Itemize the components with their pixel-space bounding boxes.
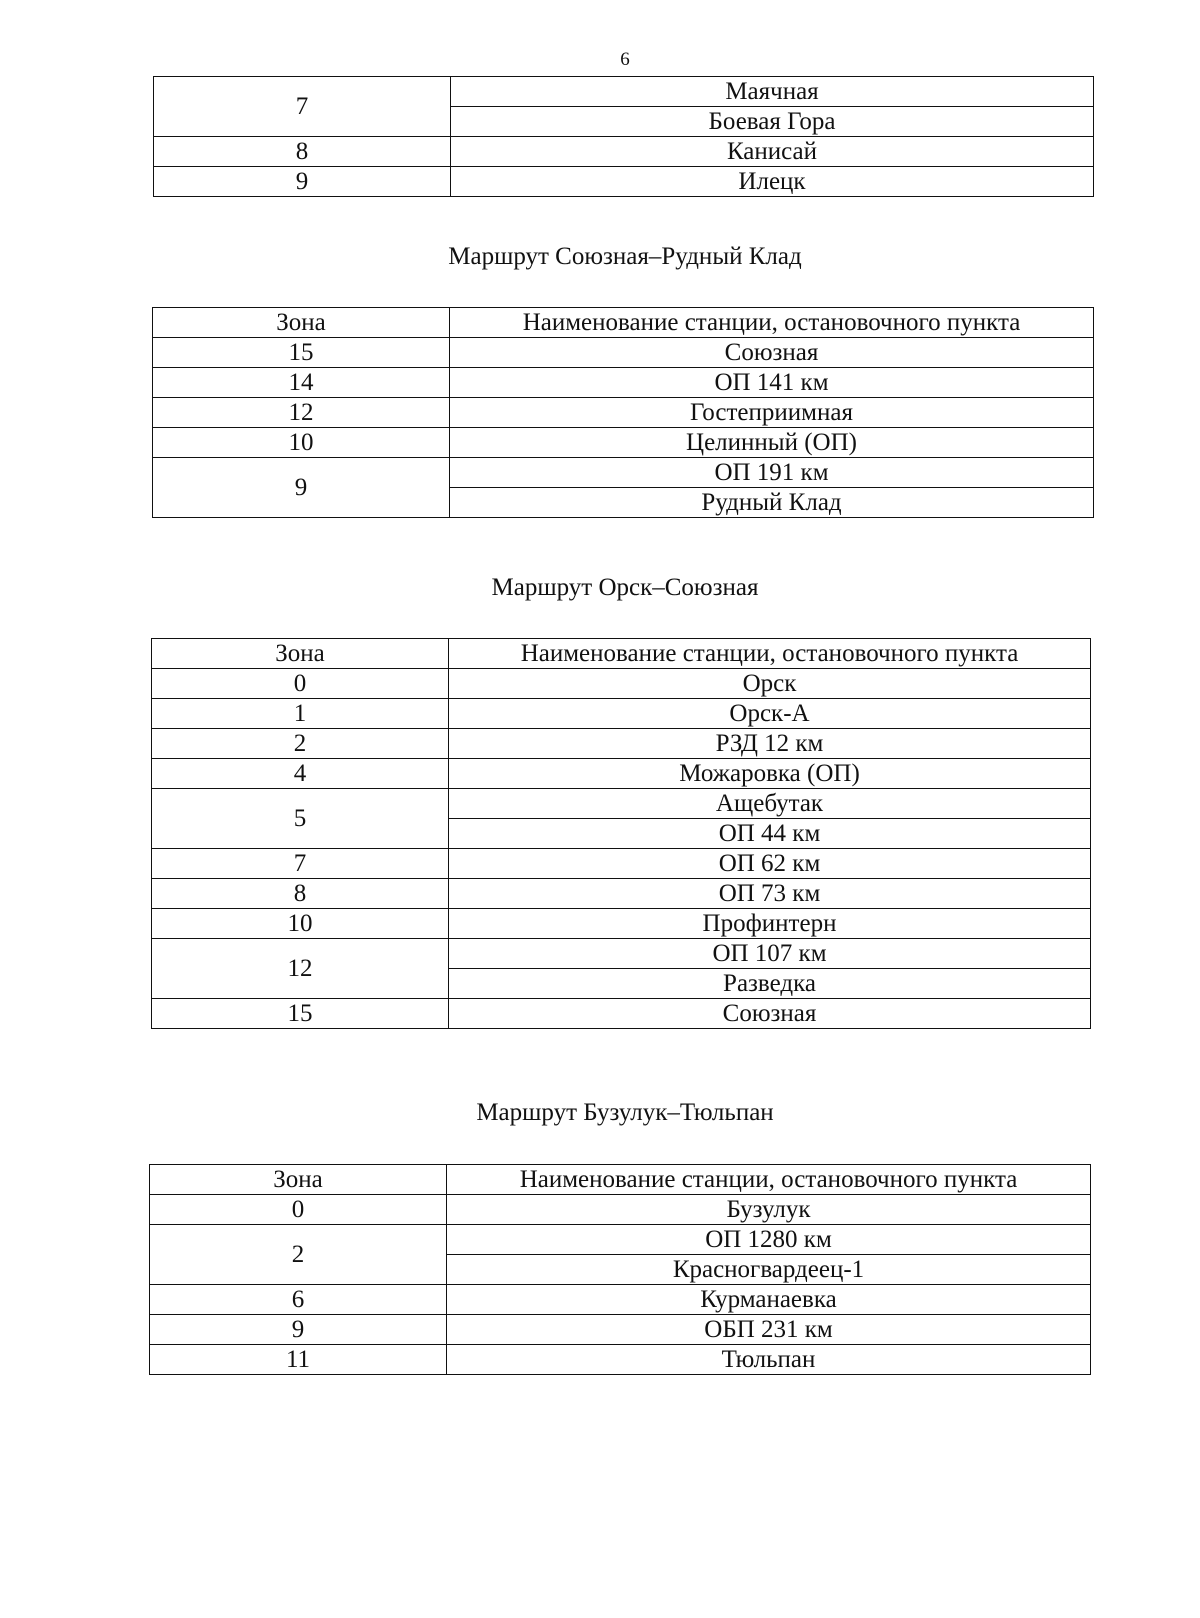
- table-row: [153, 368, 1094, 398]
- table-header-row: [153, 308, 1094, 338]
- zone-cell: 14: [153, 368, 450, 398]
- station-name-cell: Боевая Гора: [451, 107, 1094, 137]
- zone-cell: 8: [152, 879, 449, 909]
- table-row: [153, 398, 1094, 428]
- station-name-cell: ОП 107 км: [449, 939, 1091, 969]
- table-row: [150, 1285, 1091, 1315]
- zone-cell: 11: [150, 1345, 447, 1375]
- station-name-cell: Бузулук: [447, 1195, 1091, 1225]
- header-station-name: Наименование станции, остановочного пункта: [447, 1165, 1091, 1195]
- zone-cell: 0: [152, 669, 449, 699]
- header-zone: Зона: [152, 639, 449, 669]
- table-header-row: [152, 639, 1091, 669]
- station-name-cell: Можаровка (ОП): [449, 759, 1091, 789]
- station-name-cell: ОП 44 км: [449, 819, 1091, 849]
- table-row: [152, 909, 1091, 939]
- zone-cell: 12: [152, 939, 449, 999]
- table-row: [152, 789, 1091, 819]
- station-name-cell: Разведка: [449, 969, 1091, 999]
- station-name-cell: Маячная: [451, 77, 1094, 107]
- station-name-cell: Канисай: [451, 137, 1094, 167]
- station-name-cell: Орск-А: [449, 699, 1091, 729]
- route-table-buzuluk-tyulpan: [149, 1164, 1091, 1375]
- station-name-cell: Союзная: [449, 999, 1091, 1029]
- zone-cell: 8: [154, 137, 451, 167]
- route-title-orsk-soyuznaya: Маршрут Орск–Союзная: [491, 574, 759, 601]
- table-row: [152, 849, 1091, 879]
- table-row: [154, 77, 1094, 107]
- route-title-soyuznaya-rudny-klad: Маршрут Союзная–Рудный Клад: [448, 243, 802, 270]
- zone-cell: 1: [152, 699, 449, 729]
- table-row: [152, 669, 1091, 699]
- table-row: [150, 1345, 1091, 1375]
- table-row: [152, 939, 1091, 969]
- route-title-buzuluk-tyulpan: Маршрут Бузулук–Тюльпан: [476, 1099, 774, 1126]
- table-row: [150, 1225, 1091, 1255]
- zone-cell: 0: [150, 1195, 447, 1225]
- station-name-cell: Тюльпан: [447, 1345, 1091, 1375]
- station-name-cell: Целинный (ОП): [450, 428, 1094, 458]
- zone-cell: 15: [153, 338, 450, 368]
- table-row: [152, 879, 1091, 909]
- zone-cell: 2: [150, 1225, 447, 1285]
- station-name-cell: ОП 1280 км: [447, 1225, 1091, 1255]
- zone-cell: 6: [150, 1285, 447, 1315]
- route-table-orsk-soyuznaya: [151, 638, 1091, 1029]
- station-name-cell: ОП 62 км: [449, 849, 1091, 879]
- header-zone: Зона: [153, 308, 450, 338]
- zone-cell: 9: [154, 167, 451, 197]
- header-station-name: Наименование станции, остановочного пункта: [450, 308, 1094, 338]
- zone-cell: 7: [154, 77, 451, 137]
- zone-cell: 2: [152, 729, 449, 759]
- table-header-row: [150, 1165, 1091, 1195]
- station-name-cell: Союзная: [450, 338, 1094, 368]
- zone-cell: 9: [150, 1315, 447, 1345]
- table-row: [154, 167, 1094, 197]
- table-row: [153, 458, 1094, 488]
- zone-cell: 7: [152, 849, 449, 879]
- station-name-cell: Рудный Клад: [450, 488, 1094, 518]
- station-name-cell: Илецк: [451, 167, 1094, 197]
- route-table-soyuznaya-rudny-klad: [152, 307, 1094, 518]
- page-number: 6: [620, 49, 630, 70]
- station-name-cell: ОП 73 км: [449, 879, 1091, 909]
- table-row: [152, 729, 1091, 759]
- table-row: [154, 137, 1094, 167]
- station-name-cell: ОП 141 км: [450, 368, 1094, 398]
- zone-cell: 15: [152, 999, 449, 1029]
- header-station-name: Наименование станции, остановочного пункта: [449, 639, 1091, 669]
- station-name-cell: РЗД 12 км: [449, 729, 1091, 759]
- zone-cell: 10: [152, 909, 449, 939]
- header-zone: Зона: [150, 1165, 447, 1195]
- station-name-cell: Орск: [449, 669, 1091, 699]
- zone-cell: 12: [153, 398, 450, 428]
- station-name-cell: Профинтерн: [449, 909, 1091, 939]
- station-name-cell: Ащебутак: [449, 789, 1091, 819]
- zone-cell: 9: [153, 458, 450, 518]
- station-name-cell: Курманаевка: [447, 1285, 1091, 1315]
- station-name-cell: Гостеприимная: [450, 398, 1094, 428]
- table-row: [152, 999, 1091, 1029]
- table-row: [152, 699, 1091, 729]
- table-row: [153, 338, 1094, 368]
- zone-cell: 4: [152, 759, 449, 789]
- zone-cell: 5: [152, 789, 449, 849]
- station-name-cell: Красногвардеец-1: [447, 1255, 1091, 1285]
- table-row: [150, 1195, 1091, 1225]
- zone-cell: 10: [153, 428, 450, 458]
- route-table-continued: [153, 76, 1094, 197]
- table-row: [152, 759, 1091, 789]
- station-name-cell: ОП 191 км: [450, 458, 1094, 488]
- table-row: [153, 428, 1094, 458]
- table-row: [150, 1315, 1091, 1345]
- station-name-cell: ОБП 231 км: [447, 1315, 1091, 1345]
